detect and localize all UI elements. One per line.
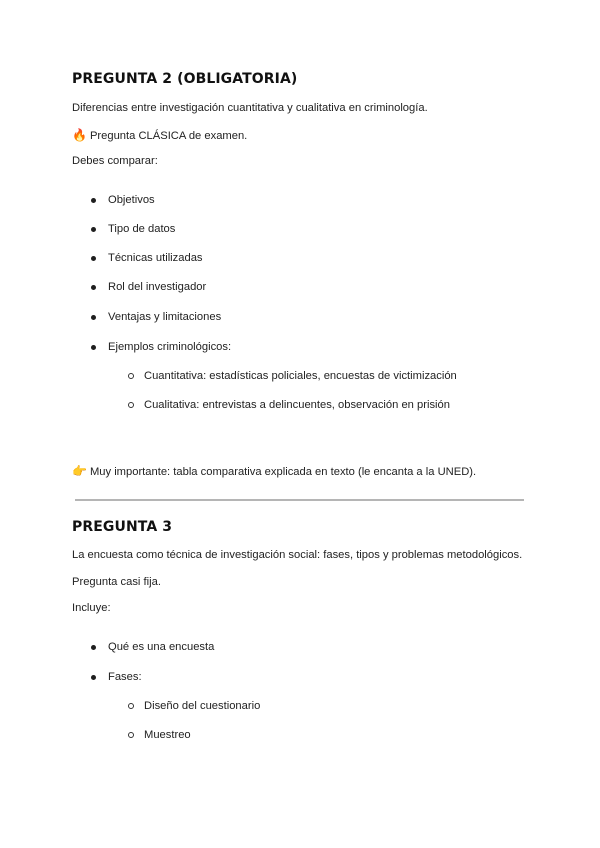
sub-list-item-text: Cuantitativa: estadísticas policiales, encuestas de victimización [144, 370, 457, 382]
fire-emoji-icon: 🔥 [72, 128, 87, 142]
bullet-icon [91, 256, 96, 261]
list-item-text: Ejemplos criminológicos: [108, 341, 232, 353]
list-item [91, 194, 155, 206]
list-item [91, 641, 214, 653]
list-item-text: Fases: [108, 671, 142, 683]
hollow-bullet-icon [128, 732, 134, 738]
hollow-bullet-icon [128, 373, 134, 379]
bullet-icon [91, 675, 96, 680]
list-item-text: Ventajas y limitaciones [108, 311, 222, 323]
list-item [91, 252, 203, 264]
bullet-icon [91, 285, 96, 290]
sub-list-item [128, 399, 450, 411]
question-3-fixed-label: Pregunta casi fija. [72, 576, 161, 588]
question-2-intro: Diferencias entre investigación cuantitativa y cualitativa en criminología. [72, 102, 428, 114]
question-2-note-text: Muy importante: tabla comparativa explicada en texto (le encanta a la UNED). [89, 466, 477, 478]
list-item [91, 223, 175, 235]
sub-list-item-text: Diseño del cuestionario [144, 700, 261, 712]
list-item [91, 671, 142, 683]
sub-list-item [128, 370, 457, 382]
list-item-text: Rol del investigador [108, 281, 207, 293]
section-divider [75, 499, 524, 501]
list-item [91, 341, 231, 353]
question-2-compare-label: Debes comparar: [72, 155, 158, 167]
list-item [91, 281, 206, 293]
hollow-bullet-icon [128, 402, 134, 408]
list-item-text: Técnicas utilizadas [108, 252, 203, 264]
sub-list-item-text: Muestreo [144, 729, 191, 741]
bullet-icon [91, 198, 96, 203]
list-item-text: Qué es una encuesta [108, 641, 215, 653]
bullet-icon [91, 315, 96, 320]
question-2-classic-text: Pregunta CLÁSICA de examen. [89, 130, 248, 142]
question-3-title: PREGUNTA 3 [72, 519, 173, 535]
question-2-note-line [72, 464, 476, 478]
bullet-icon [91, 345, 96, 350]
list-item-text: Objetivos [108, 194, 155, 206]
question-3-includes-label: Incluye: [72, 602, 111, 614]
sub-list-item [128, 700, 260, 712]
hollow-bullet-icon [128, 703, 134, 709]
bullet-icon [91, 645, 96, 650]
question-2-title: PREGUNTA 2 (OBLIGATORIA) [72, 71, 298, 87]
pointing-hand-emoji-icon: 👉 [72, 464, 87, 478]
list-item-text: Tipo de datos [108, 223, 176, 235]
question-2-classic-line [72, 128, 247, 142]
list-item [91, 311, 221, 323]
bullet-icon [91, 227, 96, 232]
sub-list-item [128, 729, 191, 741]
sub-list-item-text: Cualitativa: entrevistas a delincuentes, observación en prisión [144, 399, 450, 411]
question-3-intro: La encuesta como técnica de investigación social: fases, tipos y problemas metodológicos. [72, 549, 523, 561]
